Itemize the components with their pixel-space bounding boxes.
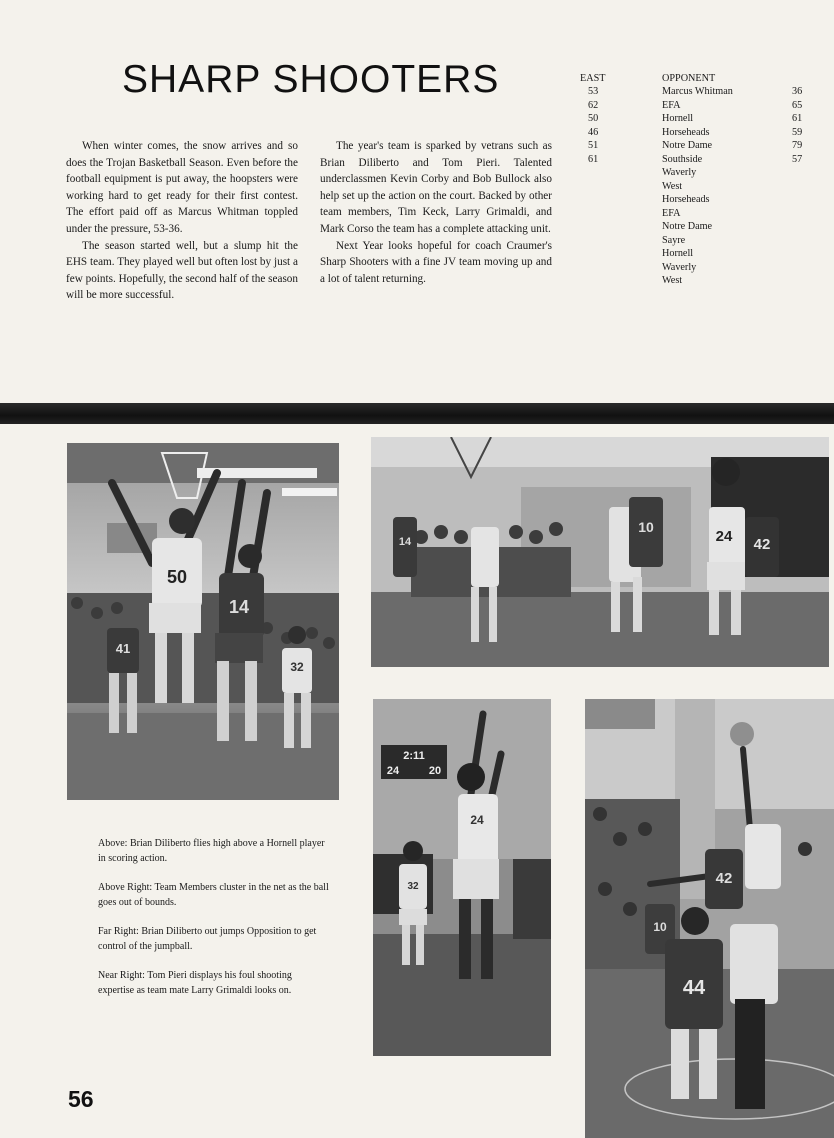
caption: Above Right: Team Members cluster in the net as the ball goes out of bounds. [98, 882, 329, 908]
opponent-score: 79 [792, 140, 803, 151]
caption: Far Right: Brian Diliberto out jumps Opposition to get control of the jumpball. [98, 926, 317, 952]
jersey-number: 14 [228, 597, 250, 617]
page-number: 56 [68, 1086, 94, 1112]
east-score: 46 [588, 126, 599, 138]
opponent-name: Hornell [662, 248, 694, 259]
east-score: 62 [588, 99, 599, 111]
jersey-number: 24 [470, 813, 484, 827]
opponent-score: 59 [792, 126, 803, 138]
opponent-name: EFA [662, 207, 681, 219]
opponent-name: Horseheads [662, 194, 710, 205]
page-title: SHARP SHOOTERS [122, 58, 500, 101]
jersey-number: 42 [715, 870, 733, 887]
story-column-1 [66, 138, 298, 304]
opponent-name: Southside [662, 153, 703, 165]
opponent-score-list [792, 85, 812, 166]
photo-jump-shot [67, 443, 339, 800]
east-header: EAST [580, 73, 606, 84]
scoreboard-home: 24 [386, 765, 400, 777]
story-paragraph: When winter comes, the snow arrives and so does the Trojan Basketball Season. Even before the football equipment is put away, the hoopsters were working hard to get ready for their first contest. The effort paid off as Marcus Whitman toppled under the pressure, 53-36. [66, 140, 298, 235]
story-column-2 [320, 138, 552, 287]
photo-under-net [371, 437, 829, 667]
opponent-name: West [662, 180, 683, 192]
east-score-list [588, 85, 598, 166]
photo-jumpball [585, 699, 834, 1138]
opponent-score: 65 [792, 99, 803, 111]
opponent-name: EFA [662, 99, 681, 111]
opponent-name: Sayre [662, 234, 686, 246]
caption: Above: Brian Diliberto flies high above a Hornell player in scoring action. [98, 838, 325, 864]
divider-band [0, 403, 834, 424]
opponent-name: West [662, 275, 683, 286]
jersey-number: 10 [653, 920, 667, 934]
jersey-number: 32 [407, 881, 419, 892]
story-paragraph: Next Year looks hopeful for coach Craumer's Sharp Shooters with a fine JV team moving up and a lot of talent returning. [320, 239, 552, 285]
caption: Near Right: Tom Pieri displays his foul shooting expertise as team mate Larry Grimaldi looks on. [98, 970, 292, 996]
east-score: 51 [588, 140, 599, 151]
jersey-number: 50 [166, 567, 188, 587]
opponent-name: Notre Dame [662, 140, 713, 151]
scoreboard-visitor: 20 [428, 765, 442, 777]
story-paragraph: The year's team is sparked by vetrans such as Brian Diliberto and Tom Pieri. Talented underclassmen Kevin Corby and Bob Bullock also help set up the action on the court. Backed by other team members, Tim Keck, Larry Grimaldi, and Mark Corso the team has a complete attacking unit. [320, 140, 552, 235]
east-score: 50 [588, 113, 599, 124]
scoreboard-clock: 2:11 [403, 750, 425, 762]
opponent-name: Marcus Whitman [662, 86, 733, 97]
jersey-number: 10 [638, 519, 654, 535]
story-paragraph: The season started well, but a slump hit the EHS team. They played well but often lost by just a few points. Hopefully, the second half of the season will be more successful. [66, 239, 298, 302]
east-score: 53 [588, 86, 599, 97]
opponent-name: Waverly [662, 261, 697, 273]
jersey-number: 44 [682, 977, 706, 999]
opponent-score: 36 [792, 86, 803, 97]
opponent-header: OPPONENT [662, 73, 716, 84]
jersey-number: 32 [290, 660, 304, 674]
east-score: 61 [588, 153, 599, 165]
opponent-score: 57 [792, 153, 803, 165]
opponent-name: Notre Dame [662, 221, 713, 232]
photo-foul-shot [373, 699, 551, 1056]
opponent-list [662, 85, 733, 288]
opponent-name: Horseheads [662, 126, 710, 138]
jersey-number: 24 [715, 528, 733, 545]
photo-captions [98, 836, 330, 1012]
jersey-number: 42 [753, 536, 771, 553]
jersey-number: 41 [115, 641, 131, 656]
opponent-score: 61 [792, 113, 803, 124]
opponent-name: Waverly [662, 167, 697, 178]
opponent-name: Hornell [662, 113, 694, 124]
jersey-number: 14 [398, 536, 412, 548]
